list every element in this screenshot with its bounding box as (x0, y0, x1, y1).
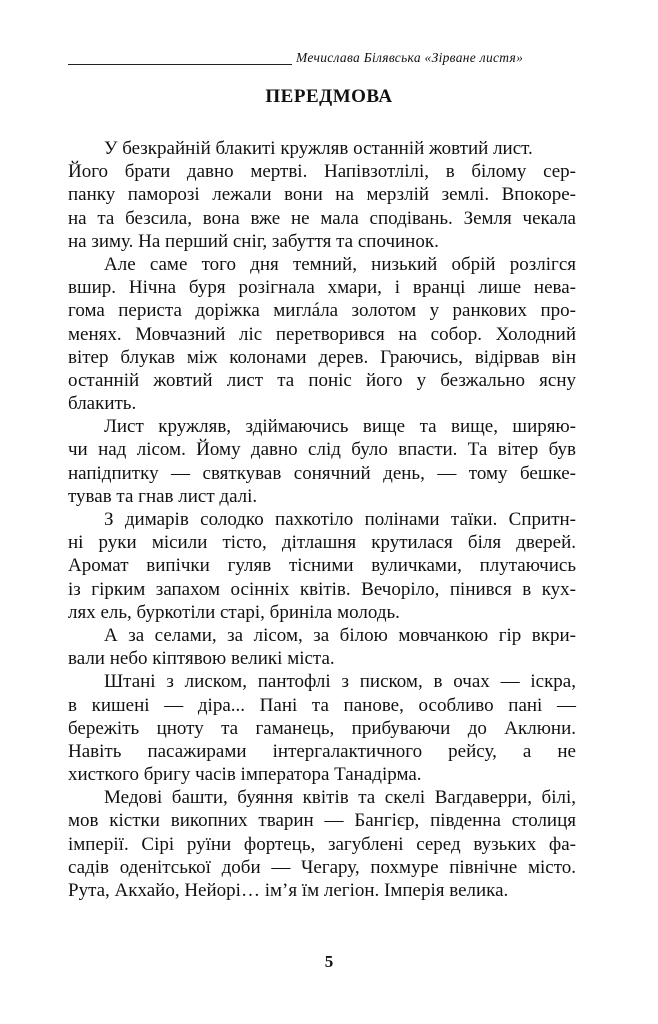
text-line: на та безсила, вона вже не мала сподівань. Земля чекала (68, 207, 576, 229)
text-line: Навіть пасажирами інтергалактичного рейсу, а не (68, 740, 576, 762)
header-rule (68, 64, 292, 65)
text-line: Його брати давно мертві. Напівзотлілі, в білому сер- (68, 161, 576, 183)
text-line: Лист кружляв, здіймаючись вище та вище, ширяю- (104, 416, 576, 438)
text-line: бережіть цноту та гаманець, прибуваючи до Аклюни. (68, 717, 576, 739)
text-line: напідпитку — святкував сонячний день, — тому бешке- (68, 462, 576, 484)
text-line: ні руки місили тісто, дітлашня крутилася біля дверей. (68, 532, 576, 554)
text-line: Штані з лиском, пантофлі з писком, в очах — іскра, (104, 671, 576, 693)
page-title: ПЕРЕДМОВА (265, 86, 393, 107)
text-line: блакить. (68, 393, 137, 415)
text-line: садів оденітської доби — Чегару, похмуре північне місто. (68, 856, 576, 878)
text-line: панку паморозі лежали вони на мерзлій землі. Впокоре- (68, 184, 576, 206)
text-line: Медові башти, буяння квітів та скелі Вагдаверри, білі, (104, 787, 576, 809)
text-line: мов кістки викопних тварин — Бангієр, південна столиця (68, 810, 576, 832)
text-line: лях ель, буркотіли старі, бриніла молодь. (68, 601, 400, 623)
text-line: З димарів солодко пахкотіло полінами таїки. Спритн- (104, 509, 576, 530)
text-line: із гірким запахом осінніх квітів. Вечоріло, пінився в кух- (68, 578, 576, 600)
running-header: Мечислава Білявська «Зірване листя» (296, 50, 524, 65)
text-line: А за селами, за лісом, за білою мовчанкою гір вкри- (104, 624, 576, 646)
text-line: У безкрайній блакиті кружляв останній жовтий лист. (104, 138, 533, 159)
text-line: Але саме того дня темний, низький обрій розлігся (104, 253, 576, 275)
body-text (68, 137, 576, 902)
text-line: останній жовтий лист та поніс його у безжально ясну (68, 369, 576, 391)
text-line: чи над лісом. Йому давно слід було впасти. Та вітер був (68, 439, 576, 461)
text-line: вітер блукав між колонами дерев. Граючись, відірвав він (68, 346, 576, 368)
text-line: гома периста доріжка миглáла золотом у ранкових про- (68, 300, 576, 322)
text-line: Рута, Акхайо, Нейорі… ім’я їм легіон. Імперія велика. (68, 880, 509, 901)
text-line: в кишені — діра... Пані та панове, особливо пані — (68, 694, 576, 716)
text-line: імперії. Сірі руїни фортець, загублені серед вузьких фа- (68, 833, 576, 855)
text-line: хисткого бригу часів імператора Танадірма. (68, 764, 422, 786)
text-line: на зиму. На перший сніг, забуття та спочинок. (68, 230, 439, 252)
text-line: вали небо кіптявою великі міста. (68, 648, 335, 670)
text-line: менях. Мовчазний ліс перетворився на собор. Холодний (68, 323, 576, 345)
text-line: Аромат випічки гуляв тісними вуличками, плутаючись (68, 555, 576, 577)
text-line: тував та гнав лист далі. (68, 485, 258, 507)
text-line: вшир. Нічна буря розігнала хмари, і вранці лише нева- (68, 277, 576, 299)
page-number: 5 (324, 952, 334, 971)
